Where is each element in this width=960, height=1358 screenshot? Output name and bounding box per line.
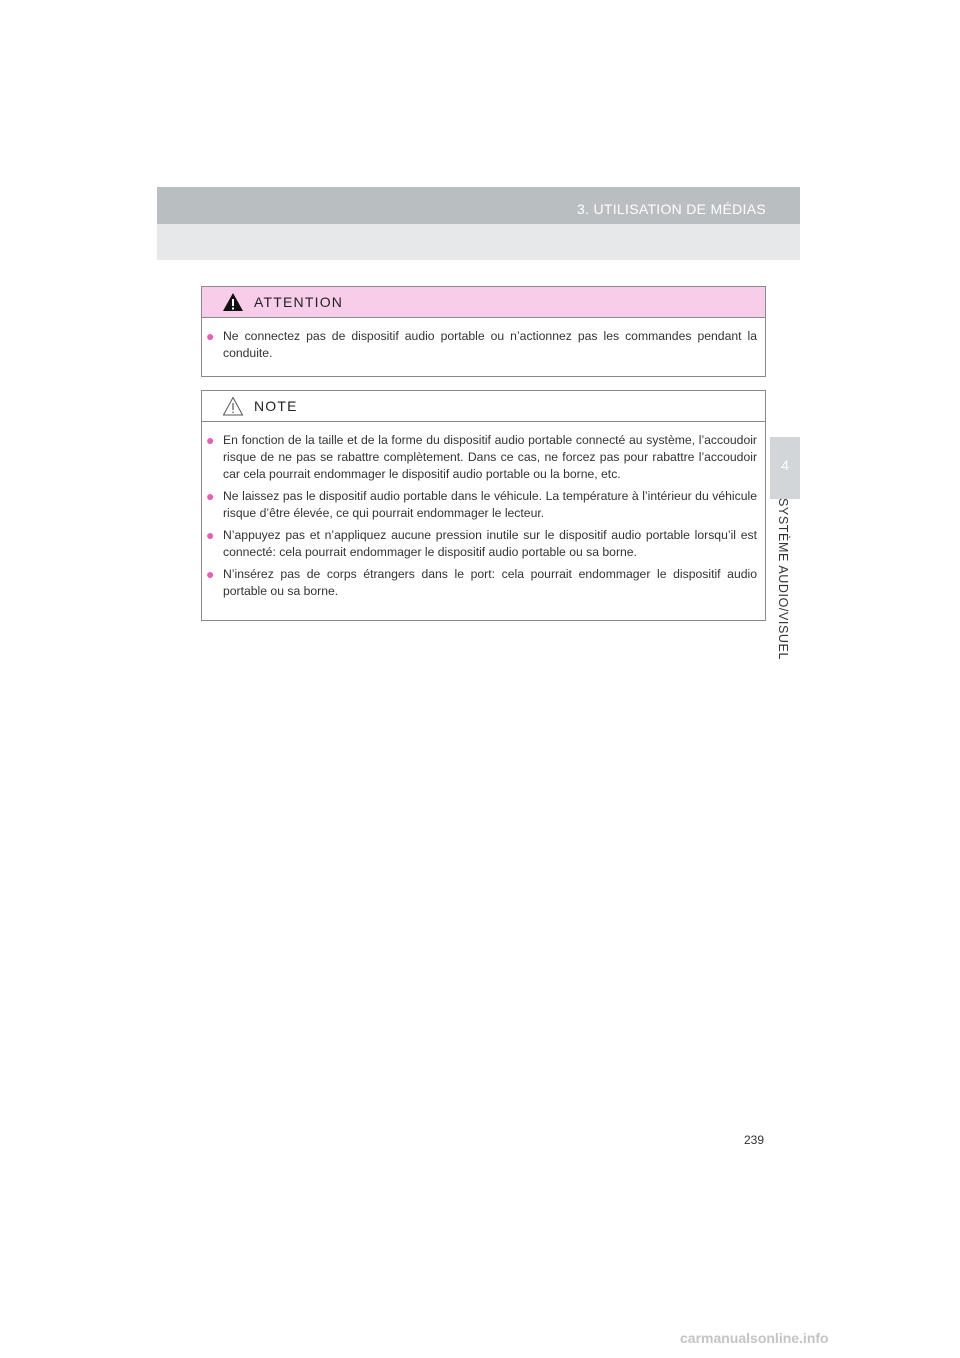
item-text: Ne laissez pas le dispositif audio portable dans le véhicule. La température à l’intérieur du véhicule risque d’être élevée, ce qui pourrait endommager le lecteur.	[223, 489, 757, 520]
bullet-icon: ●	[206, 527, 215, 543]
page-number: 239	[744, 1133, 765, 1147]
item-text: En fonction de la taille et de la forme du dispositif audio portable connecté au système, l’accoudoir risque de ne pas se rabattre complètement. Dans ce cas, ne forcez pas pour rabattre l’accoudoir car cela pourrait endommager le dispositif audio portable ou la borne, etc.	[223, 433, 757, 481]
item-text: Ne connectez pas de dispositif audio portable ou n’actionnez pas les commandes pendant la conduite.	[223, 329, 757, 360]
bullet-icon: ●	[206, 488, 215, 504]
chapter-label: SYSTÈME AUDIO/VISUEL	[776, 498, 790, 661]
item-text: N’insérez pas de corps étrangers dans le port: cela pourrait endommager le dispositif audio portable ou sa borne.	[223, 567, 757, 598]
note-body	[202, 422, 765, 600]
chapter-number: 4	[781, 457, 789, 473]
list-item	[206, 432, 757, 483]
note-header	[202, 391, 765, 422]
warning-icon	[222, 292, 244, 312]
bullet-icon: ●	[206, 566, 215, 582]
header-band	[157, 187, 800, 224]
attention-title: ATTENTION	[254, 294, 344, 310]
bullet-icon: ●	[206, 328, 215, 344]
chapter-tab	[770, 437, 800, 499]
section-title: 3. UTILISATION DE MÉDIAS	[577, 201, 766, 217]
note-title: NOTE	[254, 398, 298, 414]
list-item	[206, 527, 757, 561]
item-text: N’appuyez pas et n’appliquez aucune pression inutile sur le dispositif audio portable lorsqu’il est connecté: cela pourrait endommager le dispositif audio portable ou sa borne.	[223, 528, 757, 559]
list-item	[206, 328, 757, 362]
header-subband	[157, 224, 800, 260]
list-item	[206, 566, 757, 600]
attention-box	[201, 286, 766, 377]
bullet-icon: ●	[206, 432, 215, 448]
attention-header	[202, 287, 765, 318]
caution-outline-icon	[222, 396, 244, 416]
attention-body	[202, 318, 765, 362]
watermark: carmanualsonline.info	[680, 1330, 829, 1346]
list-item	[206, 488, 757, 522]
note-box	[201, 390, 766, 621]
